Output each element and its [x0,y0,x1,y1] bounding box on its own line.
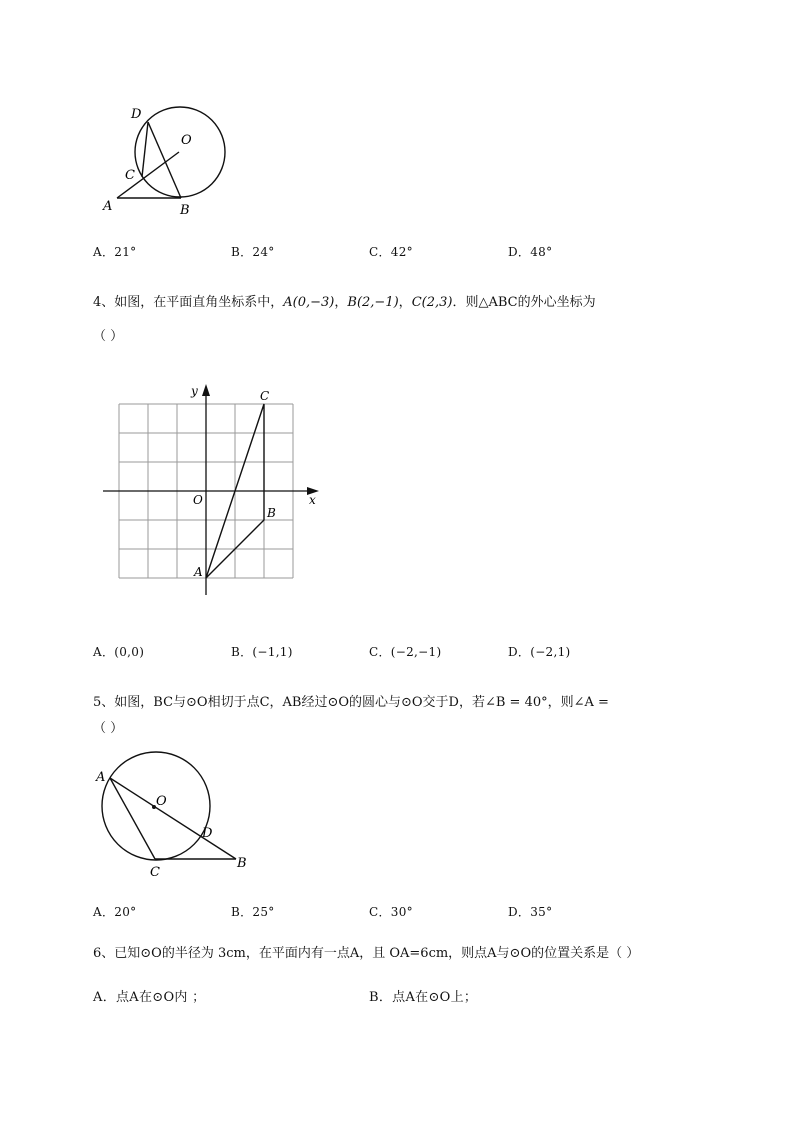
q4-option-a: A．(0,0) [93,645,145,659]
q4-option-d: D．(−2,1) [508,645,571,659]
q4-label-A: A [194,565,203,579]
q3-option-a: A．21° [93,245,137,259]
q6-option-a: A．点A在⊙O内 ； [93,990,206,1005]
q5-option-b: B．25° [231,905,275,919]
q3-option-c: C．42° [369,245,413,259]
q5-option-a: A．20° [93,905,137,919]
q3-label-C: C [125,168,135,183]
q5-label-O: O [156,794,167,809]
q3-label-A: A [103,199,113,214]
q4-stem-end: ．则△ABC的外心坐标为 [452,295,596,310]
q5-label-A: A [96,770,106,785]
q4-label-y: y [191,384,198,398]
q4-label-x: x [309,493,316,507]
q3-segment-DC [142,122,148,177]
q3-figure [95,100,235,220]
q4-figure [95,380,325,600]
q5-label-B: B [237,856,247,871]
q4-label-C: C [260,389,270,403]
q4-stem-start: 4、如图，在平面直角坐标系中， [93,295,284,310]
q4-label-B: B [267,506,276,520]
q4-option-b: B．(−1,1) [231,645,293,659]
q4-answer-paren: （ ） [93,329,124,344]
q4-label-O: O [193,493,203,507]
q6-option-b: B．点A在⊙O上； [369,990,478,1005]
q5-option-c: C．30° [369,905,413,919]
q5-figure [90,745,260,885]
q3-label-B: B [180,203,190,218]
q3-option-d: D．48° [508,245,553,259]
q4-y-arrow [202,384,210,396]
q4-sep-2: ， [398,295,412,310]
q4-stem [93,291,596,310]
q4-sep-1: ， [334,295,348,310]
q4-point-b: B(2,−1) [347,295,399,310]
q3-label-D: D [131,107,142,122]
q3-segment-DB [148,122,181,198]
q4-point-a: A(0,−3) [283,295,335,310]
q3-label-O: O [181,133,192,148]
q5-stem: 5、如图，BC与⊙O相切于点C，AB经过⊙O的圆心与⊙O交于D，若∠B = 40°，则∠A = [93,695,609,710]
q3-option-b: B．24° [231,245,275,259]
q5-label-C: C [150,865,160,880]
q5-option-d: D．35° [508,905,553,919]
q6-stem: 6、已知⊙O的半径为 3cm，在平面内有一点A，且 OA=6cm，则点A与⊙O的位置关系是（ ） [93,946,640,961]
q5-segment-AC [110,778,155,859]
q5-label-D: D [202,826,213,841]
q4-option-c: C．(−2,−1) [369,645,442,659]
q3-circle [135,107,225,197]
q4-point-c: C(2,3) [411,295,453,310]
q5-segment-AB [110,778,236,859]
q5-answer-paren: （ ） [93,721,124,736]
